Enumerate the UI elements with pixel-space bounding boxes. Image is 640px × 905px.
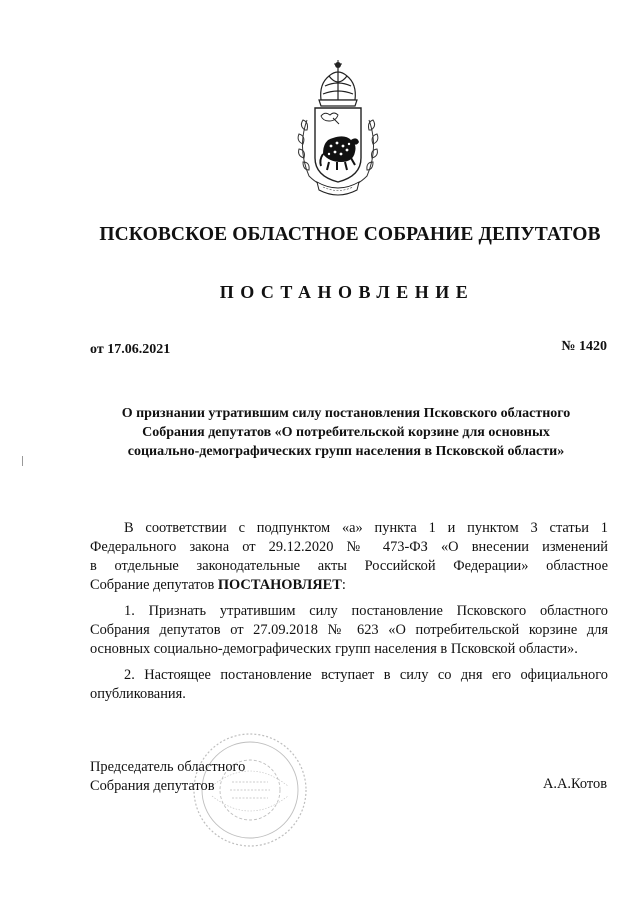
signature-title: [90, 758, 245, 796]
signature-title-line: Председатель областного: [90, 759, 246, 775]
subject-line: Собрания депутатов «О потребительской корзине для основных: [142, 425, 550, 440]
subject-line: социально-демографических групп населения в Псковской области»: [127, 444, 565, 459]
preamble-line: в отдельные законодательные акты Российской Федерации» областное: [90, 558, 608, 574]
margin-mark: [22, 456, 23, 466]
preamble-suffix: :: [341, 577, 346, 593]
document-date: от 17.06.2021: [90, 342, 171, 357]
item-2-line: опубликования.: [90, 686, 186, 702]
item-1-line: основных социально-демографических групп населения в Псковской области».: [90, 641, 578, 657]
item-1-line: 1. Признать утратившим силу постановление Псковского областного: [124, 603, 608, 619]
item-2-paragraph: [90, 666, 608, 704]
resolves-keyword: ПОСТАНОВЛЯЕТ: [217, 577, 342, 593]
item-1-line: Собрания депутатов от 27.09.2018 № 623 «О потребительской корзине для: [90, 622, 608, 638]
preamble-line: Федерального закона от 29.12.2020 № 473-ФЗ «О внесении изменений: [90, 539, 608, 555]
subject-line: О признании утратившим силу постановления Псковского областного: [121, 406, 571, 421]
document-number: № 1420: [561, 339, 607, 354]
organization-title: ПСКОВСКОЕ ОБЛАСТНОЕ СОБРАНИЕ ДЕПУТАТОВ: [99, 224, 601, 245]
preamble-paragraph: [90, 519, 608, 595]
signatory-name: А.А.Котов: [543, 776, 607, 792]
item-1-paragraph: [90, 602, 608, 659]
document-type-heading: ПОСТАНОВЛЕНИЕ: [219, 282, 475, 302]
preamble-line: [90, 576, 608, 595]
item-2-line: 2. Настоящее постановление вступает в силу со дня его официального: [124, 667, 608, 683]
signature-title-line: Собрания депутатов: [90, 778, 215, 794]
preamble-prefix: Собрание депутатов: [90, 577, 218, 593]
pskov-coat-of-arms-icon: [293, 58, 383, 198]
preamble-line: В соответствии с подпунктом «а» пункта 1 и пунктом 3 статьи 1: [124, 520, 608, 536]
document-subject: [90, 404, 602, 461]
